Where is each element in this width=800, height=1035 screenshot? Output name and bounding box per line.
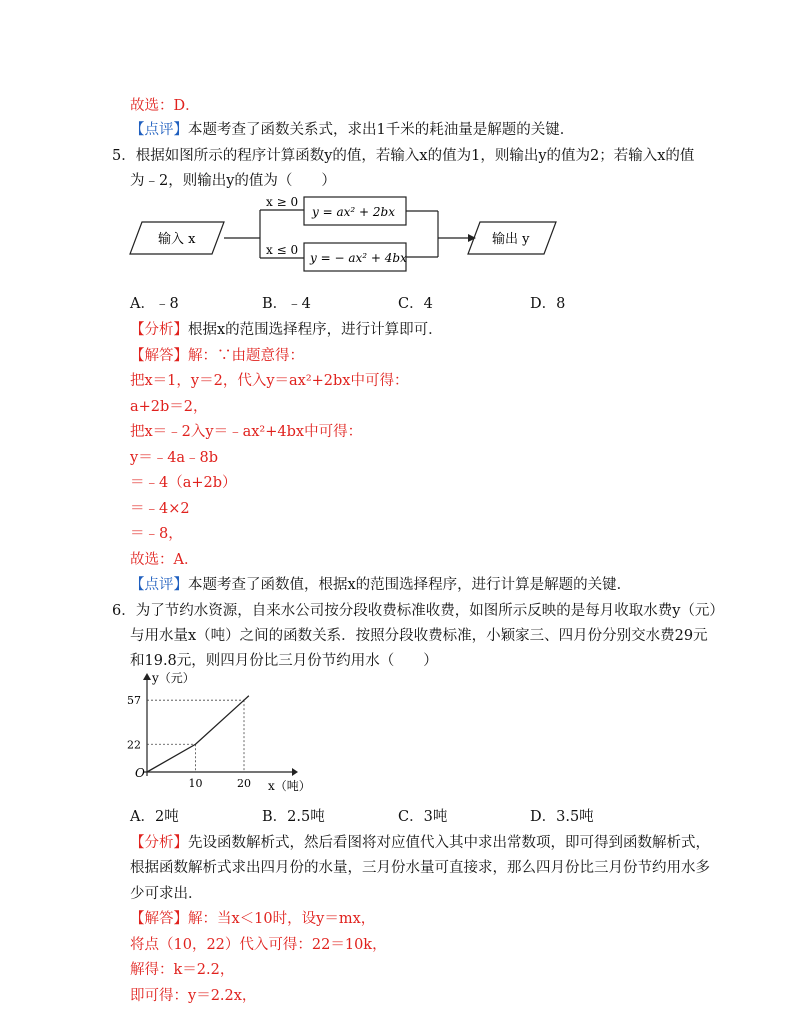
q5-option-a: A．﹣8 [130, 296, 179, 312]
q5-step-5: ＝﹣4（a+2b） [130, 475, 237, 491]
q5-answer-text: 解：∵由题意得： [188, 348, 304, 364]
q6-step-1: 将点（10，22）代入可得：22＝10k， [130, 937, 387, 953]
y-tick-57: 57 [127, 694, 141, 708]
q6-stem-1 [112, 599, 724, 620]
q6-step-3: 即可得：y＝2.2x， [130, 988, 257, 1004]
q6-analysis-1 [130, 831, 710, 852]
q5-step-7: ＝﹣8， [130, 526, 183, 542]
q6-answer [130, 907, 375, 928]
q5-step-4: y＝﹣4a﹣8b [130, 450, 219, 466]
q5-comment-text: 本题考查了函数值，根据x的范围选择程序，进行计算是解题的关键． [188, 577, 632, 593]
series-line [147, 696, 249, 772]
q5-answer-tag: 【解答】 [130, 348, 188, 364]
q5-answer [130, 344, 304, 365]
q6-answer-text: 解：当x＜10时，设y＝mx， [188, 911, 376, 927]
water-fee-chart [120, 668, 311, 796]
x-axis-label: x（吨） [268, 779, 311, 793]
output-label: 输出 y [492, 232, 530, 247]
q6-answer-tag: 【解答】 [130, 911, 188, 927]
q6-stem-3: 和19.8元，则四月份比三月份节约用水（ ） [130, 653, 438, 669]
formula-bottom: y = − ax² + 4bx [310, 251, 407, 265]
q5-stem-1 [112, 144, 694, 165]
q5-step-1: 把x＝1，y＝2，代入y＝ax²+2bx中可得： [130, 373, 409, 389]
formula-top: y = ax² + 2bx [312, 205, 395, 219]
q5-comment-tag: 【点评】 [130, 577, 188, 593]
q5-text-1: 根据如图所示的程序计算函数y的值，若输入x的值为1，则输出y的值为2；若输入x的值 [135, 148, 695, 164]
q5-option-d: D．8 [530, 296, 566, 312]
flowchart [128, 192, 558, 277]
y-tick-22: 22 [127, 738, 141, 752]
q6-stem-2: 与用水量x（吨）之间的函数关系．按照分段收费标准，小颖家三、四月份分别交水费29元 [130, 628, 708, 644]
x-tick-10: 10 [188, 777, 203, 790]
q5-stem-2: 为﹣2，则输出y的值为（ ） [130, 173, 336, 189]
cond-top: x ≥ 0 [266, 195, 299, 209]
q6-option-d: D．3.5吨 [530, 809, 594, 825]
y-axis-arrow [143, 673, 151, 680]
q6-option-b: B．2.5吨 [262, 809, 325, 825]
q5-analysis-text: 根据x的范围选择程序，进行计算即可． [188, 322, 443, 338]
q5-step-3: 把x＝﹣2入y＝﹣ax²+4bx中可得： [130, 424, 363, 440]
q5-number: 5． [112, 148, 136, 164]
prev-answer: 故选：D． [130, 98, 200, 114]
y-axis-label: y（元） [152, 671, 195, 685]
q6-analysis-tag: 【分析】 [130, 835, 188, 851]
comment-tag: 【点评】 [130, 122, 188, 138]
q5-step-6: ＝﹣4×2 [130, 501, 190, 517]
q6-number: 6． [112, 603, 136, 619]
q6-option-c: C．3吨 [398, 809, 448, 825]
q6-option-a: A．2吨 [130, 809, 179, 825]
q6-analysis-2: 根据函数解析式求出四月份的水量，三月份水量可直接求，那么四月份比三月份节约用水多 [130, 860, 710, 876]
q6-step-2: 解得：k＝2.2， [130, 962, 235, 978]
prev-comment [130, 118, 574, 139]
x-axis-arrow [292, 768, 298, 776]
origin-label: O [135, 766, 145, 780]
comment-text: 本题考查了函数关系式，求出1千米的耗油量是解题的关键． [188, 122, 575, 138]
input-label: 输入 x [158, 232, 196, 247]
q6-analysis-text-1: 先设函数解析式，然后看图将对应值代入其中求出常数项，即可得到函数解析式， [188, 835, 710, 851]
q5-step-2: a+2b＝2， [130, 399, 208, 415]
q6-analysis-3: 少可求出． [130, 886, 203, 902]
q5-analysis [130, 318, 443, 339]
q5-step-8: 故选：A． [130, 552, 199, 568]
q5-option-b: B．﹣4 [262, 296, 311, 312]
q5-analysis-tag: 【分析】 [130, 322, 188, 338]
x-tick-20: 20 [237, 777, 251, 790]
q5-option-c: C．4 [398, 296, 433, 312]
q5-comment [130, 573, 631, 594]
cond-bottom: x ≤ 0 [266, 243, 299, 257]
q6-text-1: 为了节约水资源，自来水公司按分段收费标准收费，如图所示反映的是每月收取水费y（元） [135, 603, 724, 619]
